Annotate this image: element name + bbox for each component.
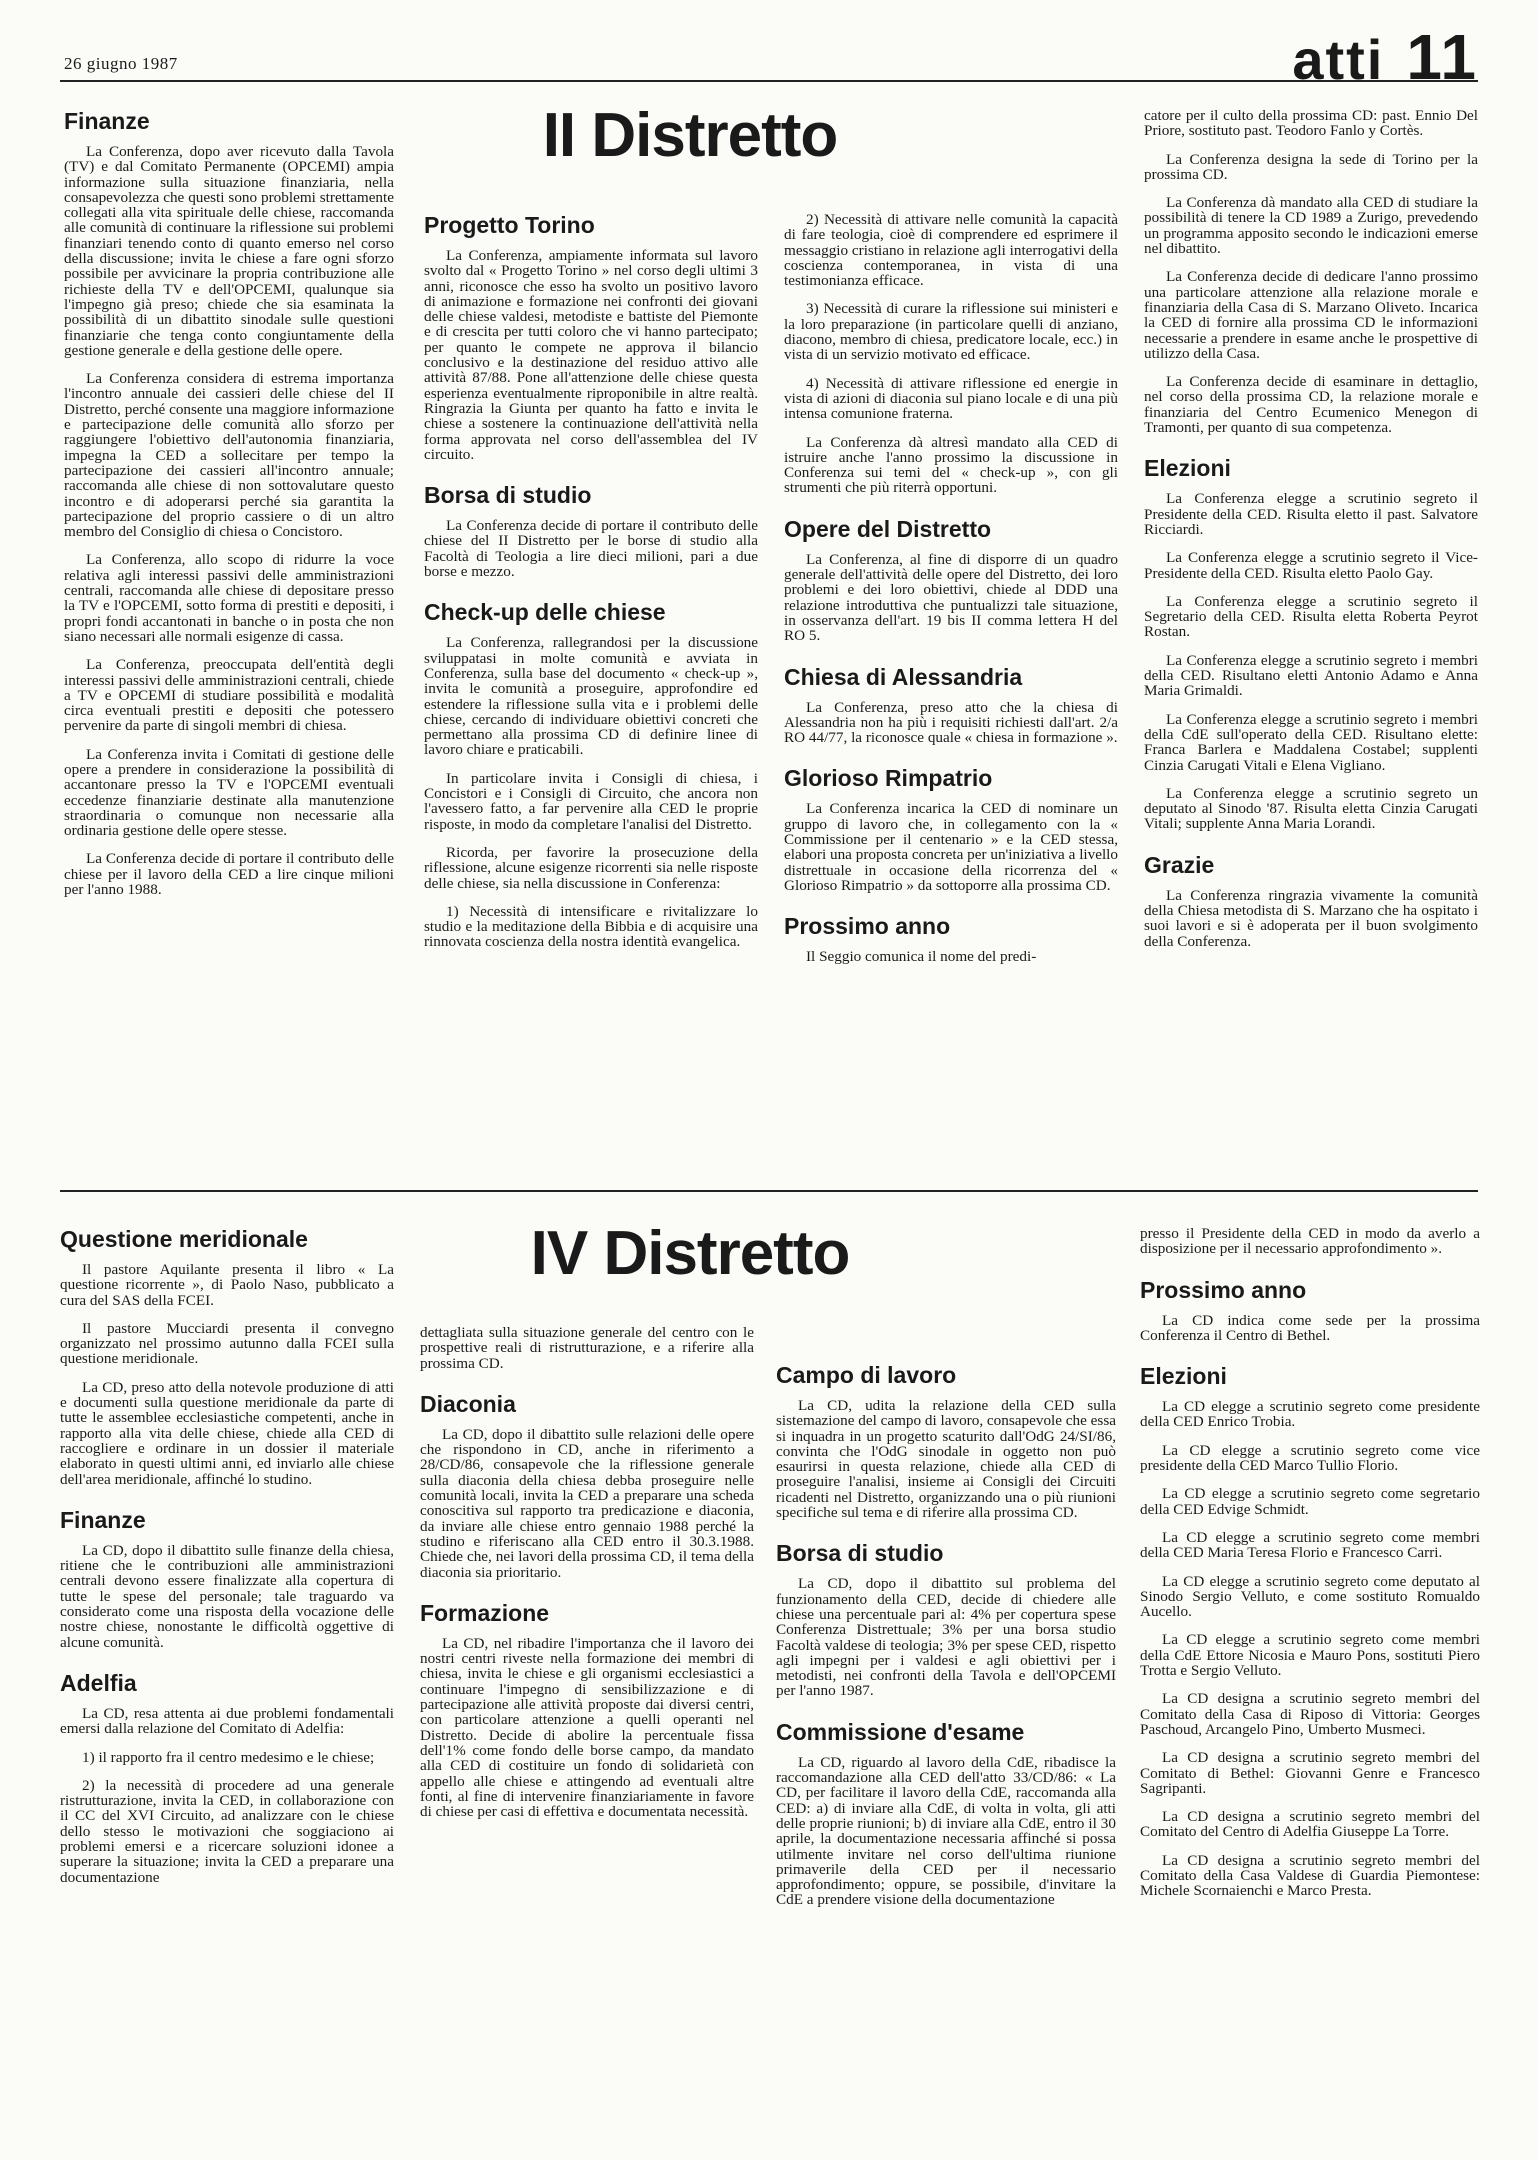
issue-date: 26 giugno 1987 [64,54,178,73]
paragraph: 2) la necessità di procedere ad una generale ristrutturazione, invita la CED, in collaborazione con il CC del XVI Circuito, ad analizzare con le chiese dello stesso le motivazioni che soggiaciono ai problemi emersi e a ricercare soluzioni idonee a superare la situazione; invita la CED a preparare una documentazione [60,1776,394,1886]
paragraph: La CD elegge a scrutinio segreto come deputato al Sinodo Sergio Velluto, e come sostituto Romualdo Aucello. [1140,1572,1480,1621]
paragraph: La Conferenza incarica la CED di nominare un gruppo di lavoro che, in collegamento con la « Commissione per il centenario » e la CED stessa, elabori una proposta concreta per un'iniziativa a livello distrettuale in occasione della ricorrenza del « Glorioso Rimpatrio » da sottoporre alla prossima CD. [784,800,1118,894]
paragraph: La CD, dopo il dibattito sulle finanze della chiesa, ritiene che le contribuzioni alle amministrazioni centrali devono essere finalizzate alla copertura di tutte le spese del personale; tale traguardo va considerato come una risposta della vocazione delle nostre chiese, nonostante le difficoltà oggettive di alcune comunità. [60,1541,394,1651]
heading-glorioso-rimpatrio: Glorioso Rimpatrio [784,765,993,792]
paragraph: La CD, preso atto della notevole produzione di atti e documenti sulla questione meridionale da parte di tutte le assemblee ecclesiastiche competenti, anche in rapporto alla vita delle chiese, chiede alla CED di raccogliere e ordinare in un dossier il materiale elaborato in questi ultimi anni, ed inviarlo alle chiese dell'area meridionale, affinché lo studino. [60,1378,394,1488]
paragraph: La CD, riguardo al lavoro della CdE, ribadisce la raccomandazione alla CED dell'atto 33/CD/86: « La CD, per facilitare il lavoro della CdE, raccomanda alla CED: a) di inviare alla CdE, di volta in volta, gli atti delle proprie riunioni; b) di inviare alla CdE, entro il 30 aprile, la documentazione necessaria affinché si possa utilmente invitare nel corso dell'ultima riunione primaverile della CED per il necessario approfondimento; oppure, se possibile, d'invitare la CdE a prendere visione della documentazione [776,1753,1116,1909]
top-column-4 [1144,108,1478,1168]
paragraph: La Conferenza designa la sede di Torino per la prossima CD. [1144,150,1478,183]
heading-finanze: Finanze [64,108,150,134]
paragraph: La Conferenza dà altresì mandato alla CED di istruire anche l'anno prossimo la discussione in Conferenza sui temi del « check-up », con gli strumenti che più riterrà opportuni. [784,433,1118,497]
paragraph: catore per il culto della prossima CD: past. Ennio Del Priore, sostituto past. Teodoro Fanlo y Cortès. [1144,108,1478,140]
paragraph: 1) il rapporto fra il centro medesimo e le chiese; [82,1748,375,1766]
paragraph: La CD elegge a scrutinio segreto come membri della CdE Ettore Nicosia e Mauro Pons, sostituti Piero Trotta e Sergio Velluto. [1140,1631,1480,1680]
paragraph: 1) Necessità di intensificare e rivitalizzare lo studio e la meditazione della Bibbia e di acquisire una rinnovata coscienza della nostra identità evangelica. [424,902,758,951]
paragraph: La Conferenza, ampiamente informata sul lavoro svolto dal « Progetto Torino » nel corso degli ultimi 3 anni, riconosce che esso ha svolto un positivo lavoro di animazione e formazione nei confronti dei giovani delle chiese valdesi, metodiste e battiste del Piemonte e di crescita per tutti coloro che vi hanno partecipato; per quanto le compete ne approva il bilancio conclusivo e la destinazione del residuo attivo alle attività 87/88. Pone all'attenzione delle chiese questa esperienza eventualmente riproponibile in altre realtà. Ringrazia la Giunta per quanto ha fatto e invita le chiese a sostenere la continuazione dell'attività nella forma approvata nel corso dell'assemblea del IV circuito. [424,247,758,463]
paragraph: La Conferenza dà mandato alla CED di studiare la possibilità di tenere la CD 1989 a Zurigo, prevedendo un programma apposito secondo le indicazioni emerse nel dibattito. [1144,194,1478,258]
paragraph: La CD designa a scrutinio segreto membri del Comitato della Casa di Riposo di Vittoria: Georges Paschoud, Arcangelo Pino, Umberto Musmeci. [1140,1690,1480,1738]
paragraph: 4) Necessità di attivare riflessione ed energie in vista di azioni di diaconia sul piano locale e di una più intensa comunione fraterna. [784,374,1118,423]
top-column-1 [64,108,394,1168]
paragraph: dettagliata sulla situazione generale del centro con le prospettive reali di ristrutturazione, e a riferire alla prossima CD. [420,1325,754,1372]
paragraph: La CD designa a scrutinio segreto membri del Comitato di Bethel: Giovanni Genre e Francesco Sagripanti. [1140,1749,1480,1797]
paragraph: Il pastore Aquilante presenta il libro « La questione ricorrente », di Paolo Naso, pubblicato a cura del SAS della FCEI. [60,1261,394,1309]
paragraph: Il Seggio comunica il nome del predi- [806,948,1037,966]
heading-questione-meridionale: Questione meridionale [60,1226,308,1252]
paragraph: La Conferenza, rallegrandosi per la discussione sviluppatasi in molte comunità e avviata in Conferenza, sulla base del documento « check-up », invita le comunità a proseguire, approfondire ed estendere la riflessione sulla vita e i problemi delle chiese, cercando di individuare obiettivi concreti che permettano alla prossima CD di definire linee di lavoro chiare e praticabili. [424,634,758,759]
paragraph: La CD designa a scrutinio segreto membri del Comitato della Casa Valdese di Guardia Piemontese: Michele Scornaienchi e Marco Presta. [1140,1851,1480,1900]
heading-prossimo-anno: Prossimo anno [784,913,951,940]
paragraph: La CD, nel ribadire l'importanza che il lavoro dei nostri centri riveste nella formazione dei membri di chiesa, invita le chiese e gli organismi ecclesiastici a continuare l'impegno di sensibilizzazione e di partecipazione alle attività proposte dai diversi centri, con particolare attenzione a quelli operanti nel Distretto. Decide di abolire la percentuale fissa dell'1% come fondo delle borse campo, da mandato alla CED di costituire un fondo di solidarietà con appello alle chiese e attingendo ad eventuali altre fonti, al fine di intervenire finanziariamente in favore di chiese per casi di effettiva e documentata necessità. [420,1634,754,1821]
heading-finanze: Finanze [60,1506,146,1533]
bottom-column-4 [1140,1226,1480,2130]
paragraph: La CD designa a scrutinio segreto membri del Comitato del Centro di Adelfia Giuseppe La Torre. [1140,1808,1480,1841]
paragraph: La CD elegge a scrutinio segreto come presidente della CED Enrico Trobia. [1140,1398,1480,1431]
paragraph: La CD, dopo il dibattito sul problema del funzionamento della CED, decide di chiedere alle chiese una percentuale pari al: 4% per copertura spese Conferenza Distrettuale; 3% per una borsa studio Facoltà valdese di teologia; 3% per spese CED, rispetto agli impegni per i valdesi e agli obiettivi per i metodisti, nei confronti della Tavola e dell'OPCEMI per l'anno 1987. [776,1575,1116,1700]
heading-commissione-d-esame: Commissione d'esame [776,1718,1025,1745]
paragraph: La Conferenza, allo scopo di ridurre la voce relativa agli interessi passivi delle amministrazioni centrali, raccomanda alle chiese di depositare presso la TV e l'OPCEMI, sotto forma di prestiti e depositi, i propri fondi accantonati in banche o in posta che non siano necessari alle normali esigenze di cassa. [64,551,394,645]
paragraph: La Conferenza elegge a scrutinio segreto i membri della CED. Risultano eletti Antonio Adamo e Anna Maria Grimaldi. [1144,651,1478,700]
heading-elezioni: Elezioni [1140,1363,1227,1390]
heading-diaconia: Diaconia [420,1390,516,1417]
bottom-column-2 [420,1325,754,2130]
paragraph: La Conferenza decide di dedicare l'anno prossimo una particolare attenzione alla relazione morale e finanziaria della Casa di S. Marzano Oliveto. Incarica la CED di fornire alla prossima CD le informazioni necessarie a prendere in esame anche le prospettive di utilizzo della Casa. [1144,268,1478,362]
paragraph: Ricorda, per favorire la prosecuzione della riflessione, alcune esigenze ricorrenti sia nelle risposte delle chiese, sia nella discussione in Conferenza: [424,843,758,892]
paragraph: 2) Necessità di attivare nelle comunità la capacità di fare teologia, cioè di comprendere ed esprimere il messaggio cristiano in relazione agli interrogativi della coscienza contemporanea, in vista di una testimonianza efficace. [784,212,1118,290]
paragraph: La Conferenza, dopo aver ricevuto dalla Tavola (TV) e dal Comitato Permanente (OPCEMI) ampia informazione sulla situazione finanziaria, nella consapevolezza che questi sono problemi strettamente collegati alla vita spirituale delle chiese, raccomanda alle comunità di continuare la riflessione sui problemi finanziari tenendo conto di quanto emerso nel corso della discussione; invita le chiese a fare ogni sforzo possibile per avvicinare la propria contribuzione alle richieste della TV e dell'OPCEMI, qualunque sia l'impegno già preso; chiede che sia esaminata la possibilità di un dibattito sinodale sulle questioni finanziarie che tenga conto congiuntamente della gestione generale e della gestione delle opere. [64,143,394,359]
heading-formazione: Formazione [420,1599,550,1626]
section-title-ii-distretto: II Distretto [542,101,838,170]
paragraph: In particolare invita i Consigli di chiesa, i Concistori e i Consigli di Circuito, che ancora non l'avessero fatto, a far pervenire alla CED le proprie risposte, in modo da completare l'analisi del Distretto. [424,769,758,833]
heading-borsa-di-studio: Borsa di studio [424,482,592,509]
section-name: atti [1292,28,1385,91]
paragraph: La Conferenza elegge a scrutinio segreto il Segretario della CED. Risulta eletta Roberta Peyrot Rostan. [1144,592,1478,641]
bottom-column-3 [776,1362,1116,2130]
paragraph: La Conferenza, al fine di disporre di un quadro generale dell'attività delle opere del Distretto, dei loro problemi e dei loro obiettivi, chiede al DDD una relazione introduttiva che puntualizzi tale situazione, in osservanza dell'art. 19 bis II comma lettera H del RO 5. [784,550,1118,645]
heading-campo-di-lavoro: Campo di lavoro [776,1362,957,1388]
section-divider [60,1190,1478,1192]
paragraph: La Conferenza elegge a scrutinio segreto un deputato al Sinodo '87. Risulta eletta Cinzia Carugati Vitali; supplente Anna Maria Lorandi. [1144,784,1478,833]
heading-elezioni: Elezioni [1144,455,1231,482]
paragraph: presso il Presidente della CED in modo da averlo a disposizione per il necessario approfondimento ». [1140,1226,1480,1258]
heading-adelfia: Adelfia [60,1669,137,1696]
paragraph: La Conferenza decide di portare il contributo delle chiese del II Distretto per le borse di studio alla Facoltà di Teologia a lire dieci milioni, pari a due borse e mezzo. [424,517,758,581]
section-title-iv-distretto: IV Distretto [530,1219,850,1288]
paragraph: La CD, udita la relazione della CED sulla sistemazione del campo di lavoro, consapevole che essa si inquadra in un progetto scaturito dall'OdG 24/SI/86, convinta che l'OdG sinodale in oggetto non può esaurirsi in questa relazione, chiede alla CED di proseguire l'analisi, insieme ai Consigli dei Circuiti ricadenti nel Distretto, organizzando una o più riunioni specifiche sul tema e di riferire alla prossima CD. [776,1397,1116,1522]
paragraph: Il pastore Mucciardi presenta il convegno organizzato nel prossimo autunno dalla FCEI sulla questione meridionale. [60,1319,394,1368]
masthead [1292,20,1478,94]
paragraph: La Conferenza ringrazia vivamente la comunità della Chiesa metodista di S. Marzano che ha ospitato i suoi lavori e si è adoperata per il buon svolgimento della Conferenza. [1144,886,1478,950]
heading-opere-del-distretto: Opere del Distretto [784,515,992,542]
heading-grazie: Grazie [1144,851,1215,878]
paragraph: La Conferenza, preso atto che la chiesa di Alessandria non ha più i requisiti richiesti dall'art. 2/a RO 44/77, la riconosce quale « chiesa in formazione ». [784,698,1118,747]
paragraph: La CD elegge a scrutinio segreto come segretario della CED Edvige Schmidt. [1140,1485,1480,1518]
header-rule [60,80,1478,82]
paragraph: La CD elegge a scrutinio segreto come vice presidente della CED Marco Tullio Florio. [1140,1441,1480,1475]
heading-borsa-di-studio: Borsa di studio [776,1540,944,1567]
paragraph: La Conferenza considera di estrema importanza l'incontro annuale dei cassieri delle chiese del II Distretto, perché consente una maggiore informazione e partecipazione delle comunità allo sforzo per raggiungere l'obiettivo dell'autonomia finanziaria, impegna la CED a sollecitare per tempo la partecipazione dei cassieri all'incontro annuale; raccomanda alle chiese di non sottovalutare questo incontro e di adoperarsi perché sia garantita la partecipazione del proprio cassiere o di un altro membro del Consiglio di chiesa o Concistoro. [64,370,394,541]
paragraph: La Conferenza invita i Comitati di gestione delle opere a prendere in considerazione la possibilità di accantonare presso la TV e l'OPCEMI eventuali eccedenze finanziarie destinate alla manutenzione straordinaria o comunque non necessarie alla ordinaria gestione delle opere stesse. [64,745,394,840]
paragraph: La Conferenza elegge a scrutinio segreto il Vice-Presidente della CED. Risulta eletto Paolo Gay. [1144,549,1478,582]
heading-progetto-torino: Progetto Torino [424,212,595,238]
paragraph: 3) Necessità di curare la riflessione sui ministeri e la loro preparazione (in particolare quelli di anziano, diacono, membro di chiesa, predicatore locale, ecc.) in vista di un servizio motivato ed efficace. [784,300,1118,364]
top-column-2 [424,212,758,1168]
heading-check-up: Check-up delle chiese [424,599,666,626]
heading-chiesa-di-alessandria: Chiesa di Alessandria [784,663,1023,690]
top-column-3 [784,212,1118,1168]
heading-prossimo-anno: Prossimo anno [1140,1276,1307,1303]
paragraph: La CD indica come sede per la prossima Conferenza il Centro di Bethel. [1140,1311,1480,1344]
page-number: 11 [1406,21,1478,93]
paragraph: La Conferenza elegge a scrutinio segreto il Presidente della CED. Risulta eletto il past. Salvatore Ricciardi. [1144,490,1478,538]
paragraph: La CD, resa attenta ai due problemi fondamentali emersi dalla relazione del Comitato di Adelfia: [60,1704,394,1738]
paragraph: La CD, dopo il dibattito sulle relazioni delle opere che rispondono in CD, anche in riferimento a 28/CD/86, consapevole che la riflessione generale sulla diaconia della chiesa debba proseguire nelle comunità locali, invita la CED a preparare una scheda conoscitiva sul rapporto tra predicazione e diaconia, da inviare alle chiese entro gennaio 1988 perché la studino e riferiscano alla CED entro il 30.3.1988. Chiede che, nei lavori della prossima CD, il tema della diaconia sia prioritario. [420,1425,754,1581]
paragraph: La Conferenza, preoccupata dell'entità degli interessi passivi delle amministrazioni centrali, chiede a TV e OPCEMI di studiare possibilità e modalità circa eventuali prestiti e depositi che potessero pervenire da parte di singoli membri di chiesa. [64,656,394,735]
paragraph: La Conferenza decide di portare il contributo delle chiese per il lavoro della CED a lire cinque milioni per l'anno 1988. [64,850,394,899]
bottom-column-1 [60,1226,394,2130]
paragraph: La CD elegge a scrutinio segreto come membri della CED Maria Teresa Florio e Francesco Carri. [1140,1528,1480,1562]
paragraph: La Conferenza decide di esaminare in dettaglio, nel corso della prossima CD, la relazione morale e finanziaria del Centro Ecumenico Menegon di Tramonti, per quanto di sua competenza. [1144,373,1478,437]
paragraph: La Conferenza elegge a scrutinio segreto i membri della CdE sull'operato della CED. Risultano elette: Franca Barlera e Maddalena Costabel; supplenti Cinzia Carugati Vitali e Elena Vigliano. [1144,710,1478,774]
